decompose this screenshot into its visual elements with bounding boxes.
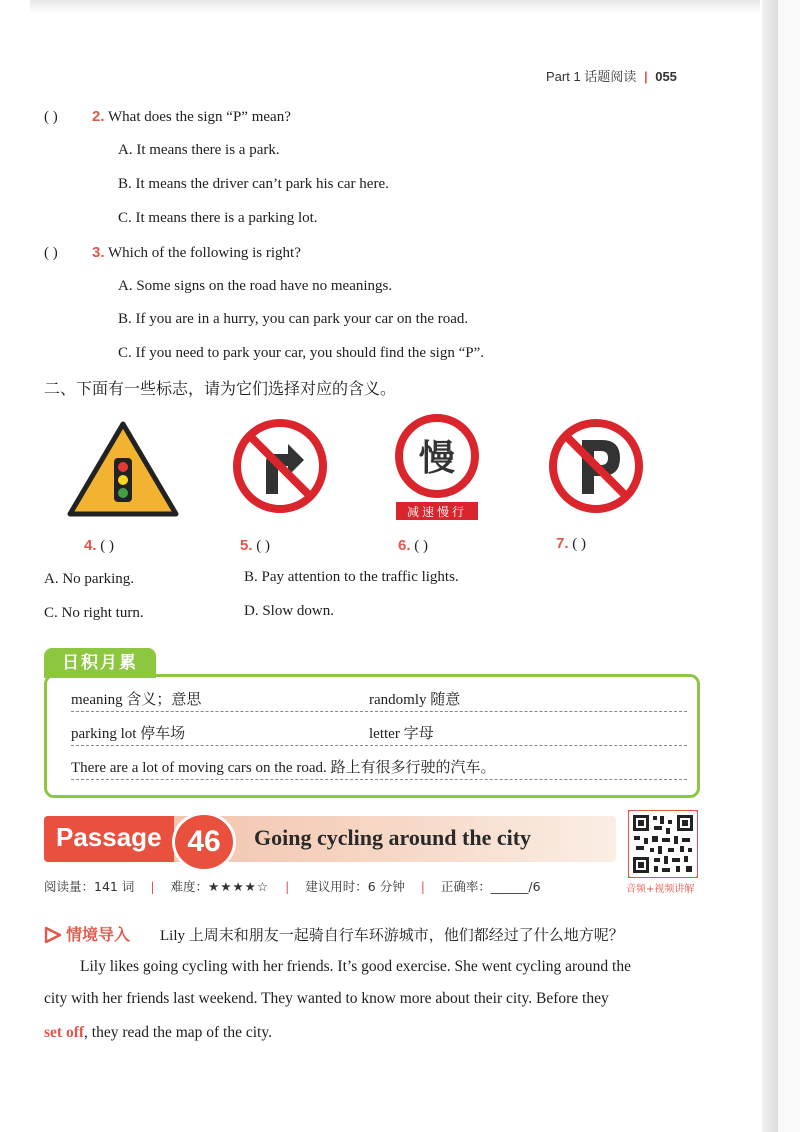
vocab-item: meaning 含义；意思 xyxy=(71,692,202,708)
sign-number: 4. xyxy=(84,537,97,554)
accuracy: 正确率：______/6 xyxy=(440,879,541,894)
intro-label: 情境导入 xyxy=(66,925,131,944)
answer-blank[interactable]: ( ) xyxy=(100,538,115,554)
header-topic: 话题阅读 xyxy=(584,70,637,85)
slow-sign-char: 慢 xyxy=(418,438,456,479)
option-b: B. If you are in a hurry, you can park your car on the road. xyxy=(118,311,469,327)
question-text: Which of the following is right? xyxy=(108,245,301,261)
sign-7-label xyxy=(556,535,586,553)
meta-separator: | xyxy=(420,879,425,894)
answer-a: A. No parking. xyxy=(44,571,134,587)
suggested-time: 建议用时：6 分钟 xyxy=(305,879,405,894)
page-margin xyxy=(778,0,800,1132)
meta-separator: | xyxy=(150,879,155,894)
question-3 xyxy=(44,244,301,262)
sign-number: 5. xyxy=(240,537,253,554)
vocab-box xyxy=(44,674,700,798)
difficulty-label: 难度： xyxy=(170,879,209,894)
page-edge xyxy=(762,0,778,1132)
answer-b: B. Pay attention to the traffic lights. xyxy=(244,569,459,585)
option-c: C. It means there is a parking lot. xyxy=(118,210,318,226)
sign-4-label xyxy=(84,537,114,555)
word-count: 阅读量：141 词 xyxy=(44,879,135,894)
question-number: 3. xyxy=(92,244,105,261)
sign-number: 7. xyxy=(556,535,569,552)
page-header xyxy=(546,66,677,85)
answer-d: D. Slow down. xyxy=(244,603,335,619)
page-number: 055 xyxy=(655,69,677,84)
answer-blank[interactable]: ( ) xyxy=(414,538,429,554)
answer-blank[interactable]: ( ) xyxy=(44,245,58,261)
qr-label: 音频+视频讲解 xyxy=(626,884,695,895)
difficulty-stars: ★★★★☆ xyxy=(208,879,270,894)
question-number: 2. xyxy=(92,108,105,125)
paragraph-text: , they read the map of the city. xyxy=(84,1024,272,1041)
vocab-row xyxy=(71,681,687,712)
sign-6-label xyxy=(398,537,428,555)
slow-down-sign-icon xyxy=(394,414,484,524)
question-text: What does the sign “P” mean? xyxy=(108,109,291,125)
paragraph-line-2: city with her friends last weekend. They wanted to know more about their city. Before they xyxy=(44,990,609,1007)
no-parking-sign-icon xyxy=(548,418,644,514)
page-top-shadow xyxy=(30,0,760,14)
vocab-item: parking lot 停车场 xyxy=(71,726,186,742)
answer-c: C. No right turn. xyxy=(44,605,144,621)
passage-number-badge: 46 xyxy=(172,812,236,872)
question-2 xyxy=(44,108,291,126)
option-c: C. If you need to park your car, you should find the sign “P”. xyxy=(118,345,484,361)
passage-title: Going cycling around the city xyxy=(254,825,532,850)
section-2-title: 二、下面有一些标志，请为它们选择对应的含义。 xyxy=(44,379,397,398)
intro-text: Lily 上周末和朋友一起骑自行车环游城市，他们都经过了什么地方呢？ xyxy=(160,928,624,944)
no-right-turn-sign-icon xyxy=(232,418,328,514)
vocab-sentence: There are a lot of moving cars on the road. 路上有很多行驶的汽车。 xyxy=(71,760,496,776)
header-part: Part 1 xyxy=(546,69,581,84)
answer-blank[interactable]: ( ) xyxy=(256,538,271,554)
paragraph-line-1: Lily likes going cycling with her friends. It’s good exercise. She went cycling around the xyxy=(80,958,631,975)
passage-meta xyxy=(44,877,541,895)
answer-blank[interactable]: ( ) xyxy=(44,109,58,125)
option-a: A. It means there is a park. xyxy=(118,142,280,158)
answer-blank[interactable]: ( ) xyxy=(572,536,587,552)
slow-sign-plate: 减速慢行 xyxy=(406,505,468,519)
vocab-row xyxy=(71,749,687,780)
option-a: A. Some signs on the road have no meanings. xyxy=(118,278,393,294)
vocab-title: 日积月累 xyxy=(44,648,156,678)
option-b: B. It means the driver can’t park his car here. xyxy=(118,176,389,192)
vocab-item: letter 字母 xyxy=(369,726,434,742)
sign-5-label xyxy=(240,537,270,555)
sign-number: 6. xyxy=(398,537,411,554)
vocab-item: randomly 随意 xyxy=(369,692,461,708)
paragraph-line-3 xyxy=(44,1024,272,1042)
traffic-light-warning-sign-icon xyxy=(66,420,180,520)
header-separator: | xyxy=(643,69,648,84)
meta-separator: | xyxy=(285,879,290,894)
play-triangle-icon xyxy=(44,926,62,944)
vocab-row xyxy=(71,715,687,746)
qr-code-icon[interactable] xyxy=(628,810,698,878)
highlight-phrase: set off xyxy=(44,1024,85,1041)
passage-label: Passage xyxy=(56,822,162,852)
